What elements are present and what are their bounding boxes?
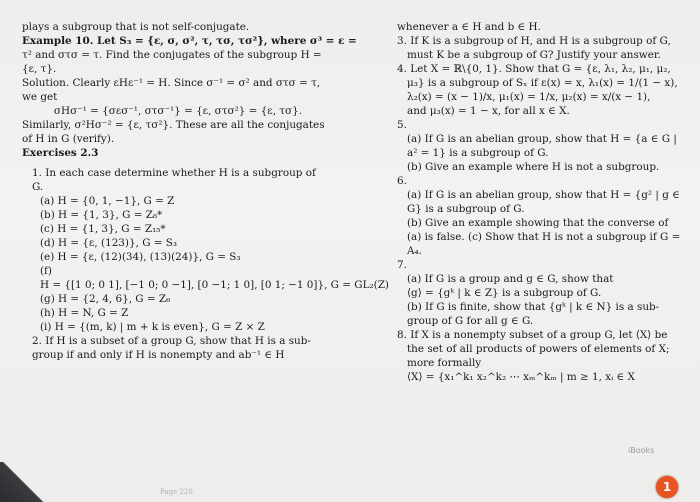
left-column-line: (i) H = {(m, k) | m + k is even}, G = Z × Z	[40, 321, 265, 333]
right-column-line: must K be a subgroup of G? Justify your answer.	[407, 49, 661, 61]
left-column-line: 1. In each case determine whether H is a subgroup of	[32, 167, 316, 179]
left-column-line: (h) H = N, G = Z	[40, 307, 129, 319]
left-column-line: Similarly, σ²Hσ⁻² = {ε, τσ²}. These are all the conjugates	[22, 119, 325, 131]
right-column-line: G} is a subgroup of G.	[407, 203, 525, 215]
ibooks-watermark: iBooks	[628, 446, 655, 455]
right-column-line: (b) Give an example showing that the converse of	[407, 217, 669, 229]
left-column-line: (a) H = {0, 1, −1}, G = Z	[40, 195, 175, 207]
right-column-line: group of G for all g ∈ G.	[407, 315, 534, 327]
right-column-line: (a) If G is an abelian group, show that H = {g² | g ∈	[407, 189, 680, 201]
right-column-line: (a) is false. (c) Show that H is not a subgroup if G =	[407, 231, 681, 243]
right-column-line: A₄.	[407, 245, 422, 257]
left-column-line: of H in G (verify).	[22, 133, 115, 145]
left-column-line: (b) H = {1, 3}, G = Z₈*	[40, 209, 163, 221]
right-column-line: (b) If G is finite, show that {gᵏ | k ∈ N} is a sub-	[407, 301, 660, 313]
page-number: Page 220	[160, 488, 193, 496]
left-column-line: (g) H = {2, 4, 6}, G = Z₆	[40, 293, 171, 305]
left-column-line: (d) H = {ε, (123)}, G = S₃	[40, 237, 178, 249]
left-column-line: H = {[1 0; 0 1], [−1 0; 0 −1], [0 −1; 1 0], [0 1; −1 0]}, G = GL₂(Z)	[40, 279, 389, 291]
left-column-line: plays a subgroup that is not self-conjugate.	[22, 21, 250, 33]
right-column-line: 7.	[397, 259, 407, 271]
right-column	[397, 20, 681, 384]
left-column-line: group if and only if H is nonempty and ab⁻¹ ∈ H	[32, 349, 285, 361]
left-column-line: 2. If H is a subset of a group G, show that H is a sub-	[32, 335, 311, 347]
right-column-line: more formally	[407, 357, 482, 369]
left-column-line: Exercises 2.3	[22, 147, 99, 159]
left-column-line: (c) H = {1, 3}, G = Z₁₅*	[40, 223, 166, 235]
left-column-line: we get	[22, 91, 58, 103]
notification-badge[interactable]: 1	[656, 476, 678, 498]
right-column-line: (b) Give an example where H is not a subgroup.	[407, 161, 660, 173]
right-column-line: 5.	[397, 119, 407, 131]
page-curl-icon[interactable]	[0, 462, 55, 502]
left-column-line: (f)	[40, 265, 52, 277]
right-column-line: 6.	[397, 175, 407, 187]
left-column-line: Example 10. Let S₃ = {ε, σ, σ², τ, τσ, τσ²}, where σ³ = ε =	[22, 35, 357, 47]
right-column-line: 8. If X is a nonempty subset of a group G, let ⟨X⟩ be	[397, 329, 668, 341]
right-column-line: ⟨g⟩ = {gᵏ | k ∈ Z} is a subgroup of G.	[407, 287, 602, 299]
right-column-line: a² = 1} is a subgroup of G.	[407, 147, 549, 159]
right-column-line: the set of all products of powers of elements of X;	[407, 343, 670, 355]
right-column-line: 4. Let X = ℝ\{0, 1}. Show that G = {ε, λ₁, λ₂, μ₁, μ₂,	[397, 63, 671, 75]
right-column-line: μ₃} is a subgroup of Sₓ if ε(x) = x, λ₁(x) = 1/(1 − x),	[407, 77, 678, 89]
right-column-line: 3. If K is a subgroup of H, and H is a subgroup of G,	[397, 35, 671, 47]
right-column-line: (a) If G is an abelian group, show that H = {a ∈ G |	[407, 133, 677, 145]
left-column-line: {ε, τ}.	[22, 63, 57, 75]
left-column-line: (e) H = {ε, (12)(34), (13)(24)}, G = S₃	[40, 251, 241, 263]
left-column-line: G.	[32, 181, 44, 193]
right-column-line: and μ₃(x) = 1 − x, for all x ∈ X.	[407, 105, 570, 117]
right-column-line: whenever a ∈ H and b ∈ H.	[397, 21, 541, 33]
right-column-line: ⟨X⟩ = {x₁^k₁ x₂^k₂ ⋯ xₘ^kₘ | m ≥ 1, xᵢ ∈ X	[407, 371, 635, 383]
right-column-line: (a) If G is a group and g ∈ G, show that	[407, 273, 614, 285]
left-column	[22, 20, 389, 362]
left-column-line: Solution. Clearly εHε⁻¹ = H. Since σ⁻¹ = σ² and στσ = τ,	[22, 77, 321, 89]
right-column-line: λ₂(x) = (x − 1)/x, μ₁(x) = 1/x, μ₂(x) = x/(x − 1),	[407, 91, 651, 103]
left-column-line: σHσ⁻¹ = {σεσ⁻¹, στσ⁻¹} = {ε, στσ²} = {ε, τσ}.	[53, 105, 303, 117]
left-column-line: τ² and στσ = τ. Find the conjugates of the subgroup H =	[22, 49, 322, 61]
